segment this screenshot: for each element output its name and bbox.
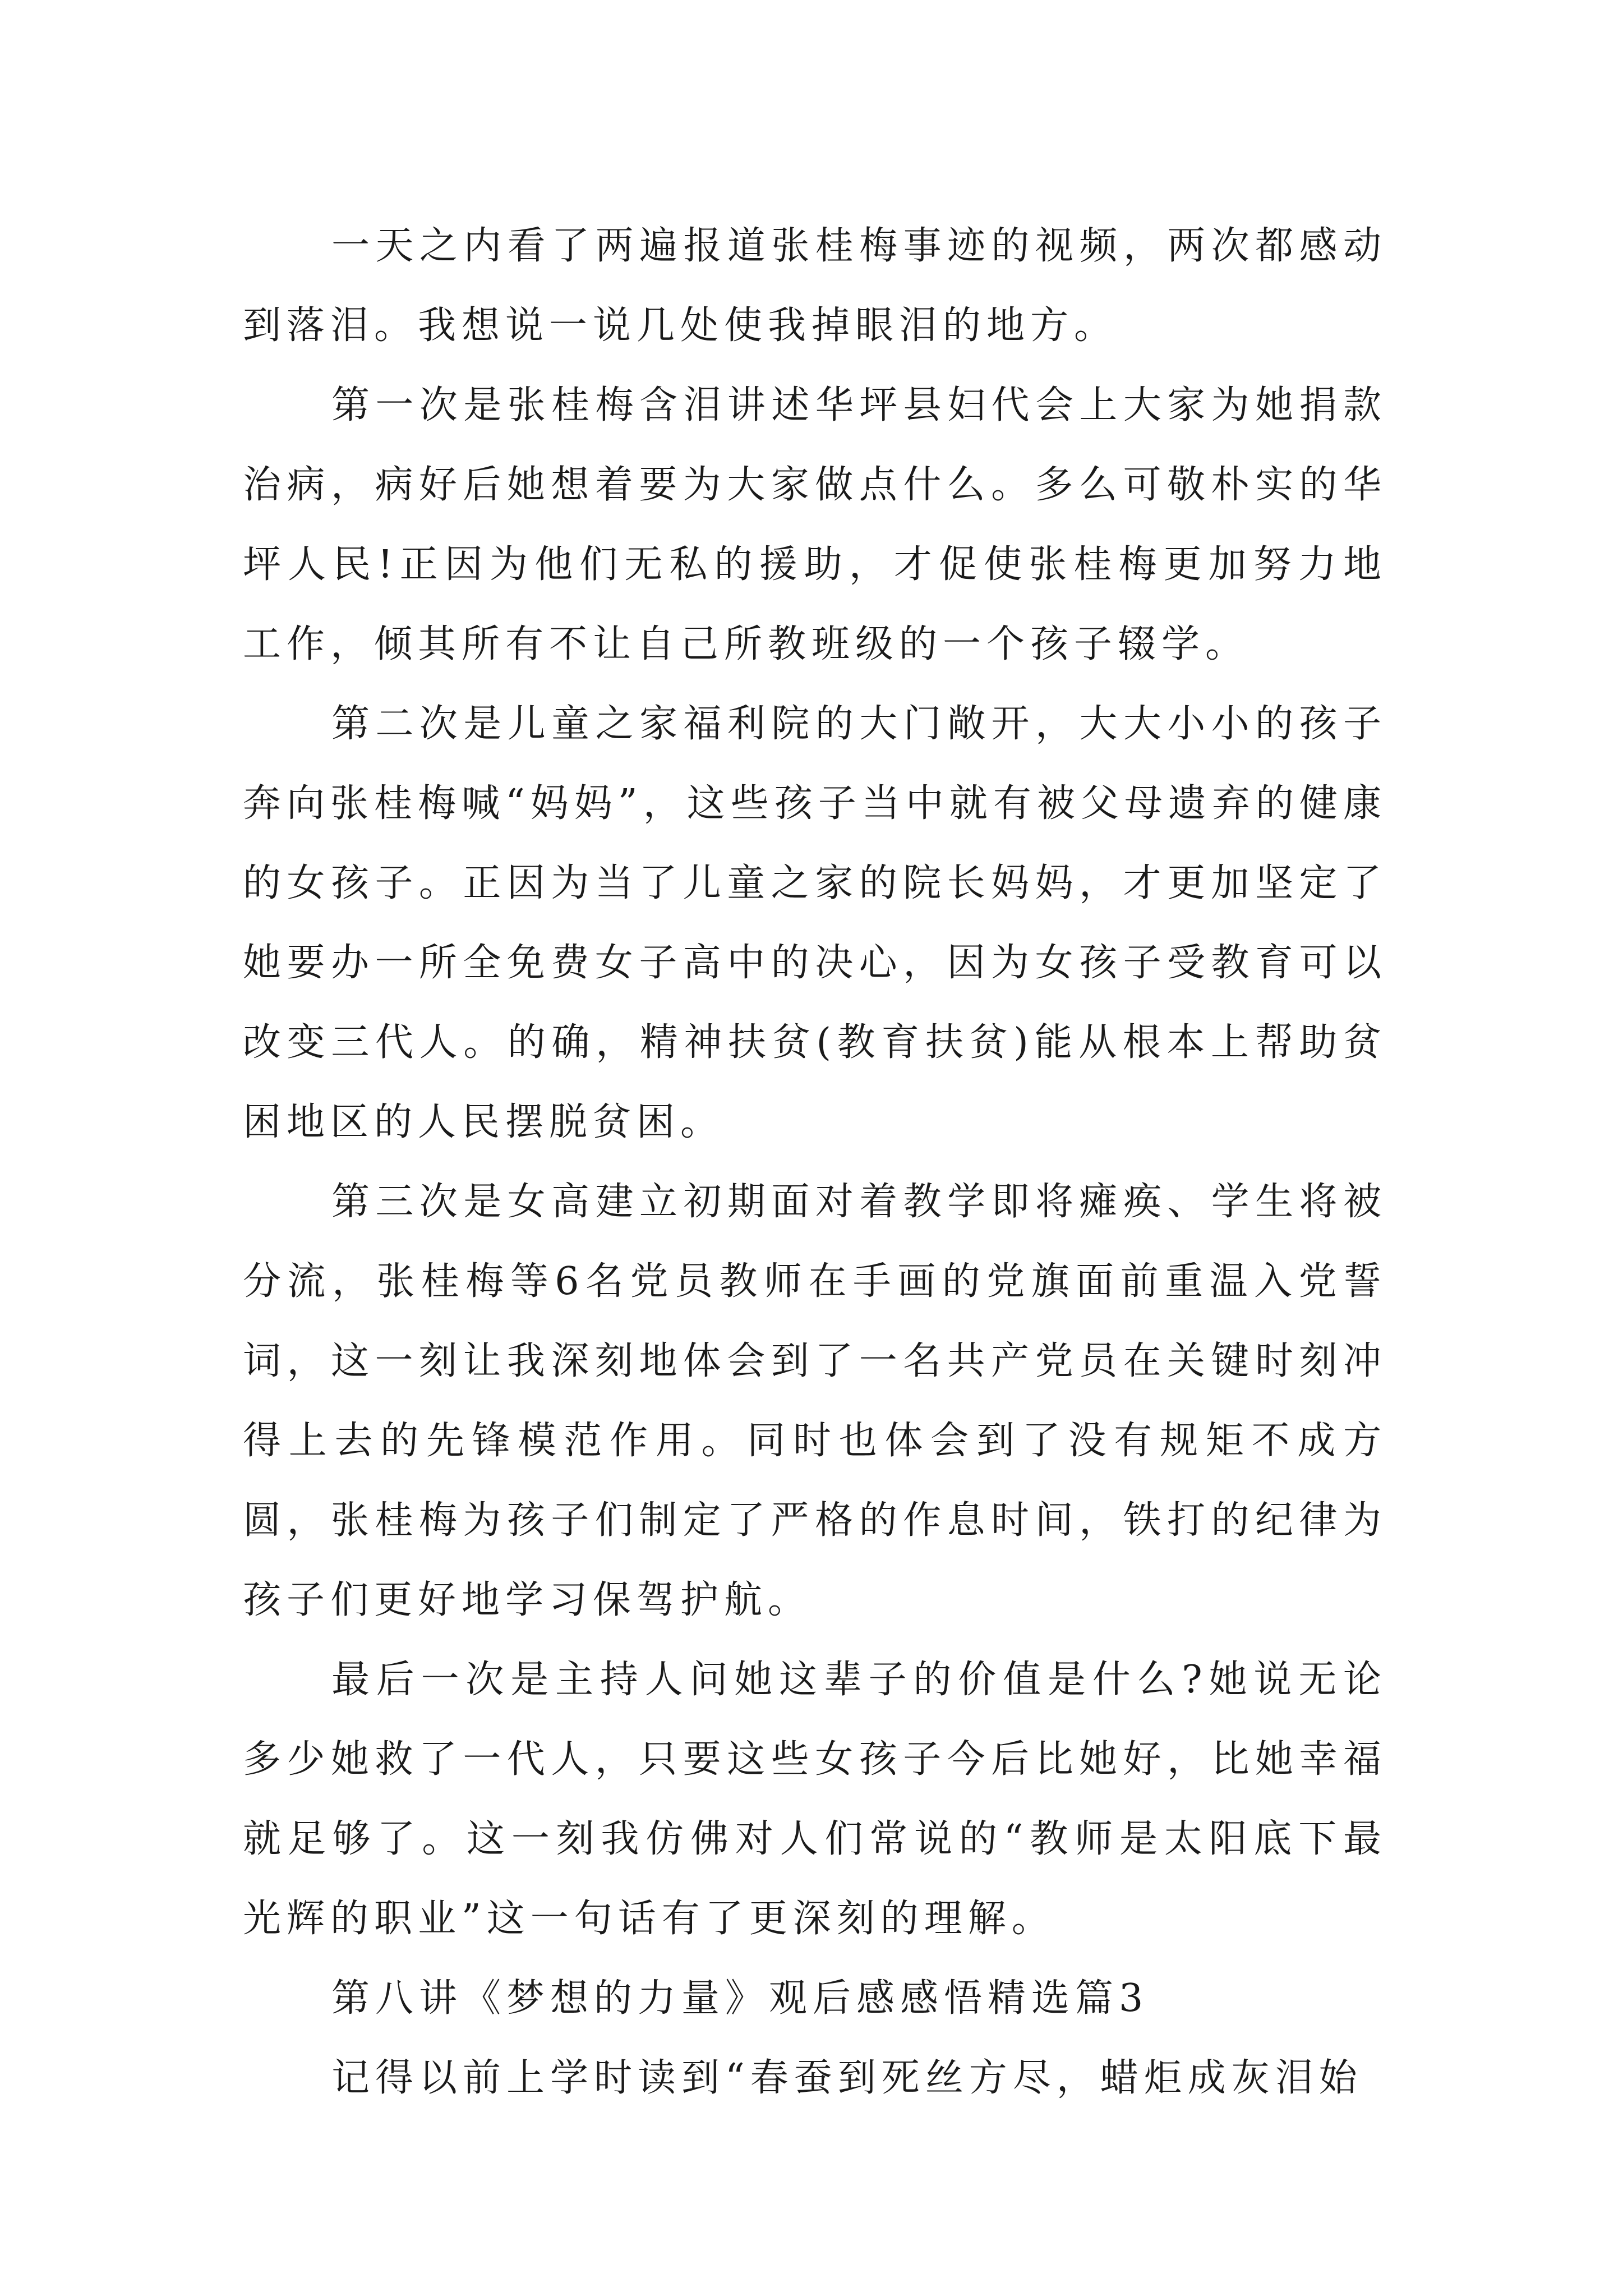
paragraph-third-moment: 第三次是女高建立初期面对着教学即将瘫痪、学生将被分流，张桂梅等6名党员教师在手画的党旗面前重温入党誓词，这一刻让我深刻地体会到了一名共产党员在关键时刻冲得上去的先锋模范作用。同时也体会到了没有规矩不成方圆，张桂梅为孩子们制定了严格的作息时间，铁打的纪律为孩子们更好地学习保驾护航。 bbox=[243, 1180, 1387, 1622]
paragraph-last-moment: 最后一次是主持人问她这辈子的价值是什么?她说无论多少她救了一代人，只要这些女孩子今后比她好，比她幸福就足够了。这一刻我仿佛对人们常说的“教师是太阳底下最光辉的职业”这一句话有了更深刻的理解。 bbox=[243, 1658, 1387, 1941]
article-body bbox=[243, 206, 1387, 2118]
section-heading: 第八讲《梦想的力量》观后感感悟精选篇3 bbox=[331, 1976, 1149, 2021]
paragraph-next-section-start: 记得以前上学时读到“春蚕到死丝方尽，蜡炬成灰泪始 bbox=[331, 2056, 1363, 2100]
paragraph-second-moment: 第二次是儿童之家福利院的大门敞开，大大小小的孩子奔向张桂梅喊“妈妈”，这些孩子当中就有被父母遗弃的健康的女孩子。正因为当了儿童之家的院长妈妈，才更加坚定了她要办一所全免费女子高中的决心，因为女孩子受教育可以改变三代人。的确，精神扶贫(教育扶贫)能从根本上帮助贫困地区的人民摆脱贫困。 bbox=[243, 702, 1387, 1144]
paragraph-first-moment: 第一次是张桂梅含泪讲述华坪县妇代会上大家为她捐款治病，病好后她想着要为大家做点什么。多么可敬朴实的华坪人民!正因为他们无私的援助，才促使张桂梅更加努力地工作，倾其所有不让自己所教班级的一个孩子辍学。 bbox=[243, 383, 1387, 666]
paragraph-intro: 一天之内看了两遍报道张桂梅事迹的视频，两次都感动到落泪。我想说一说几处使我掉眼泪的地方。 bbox=[243, 224, 1387, 348]
